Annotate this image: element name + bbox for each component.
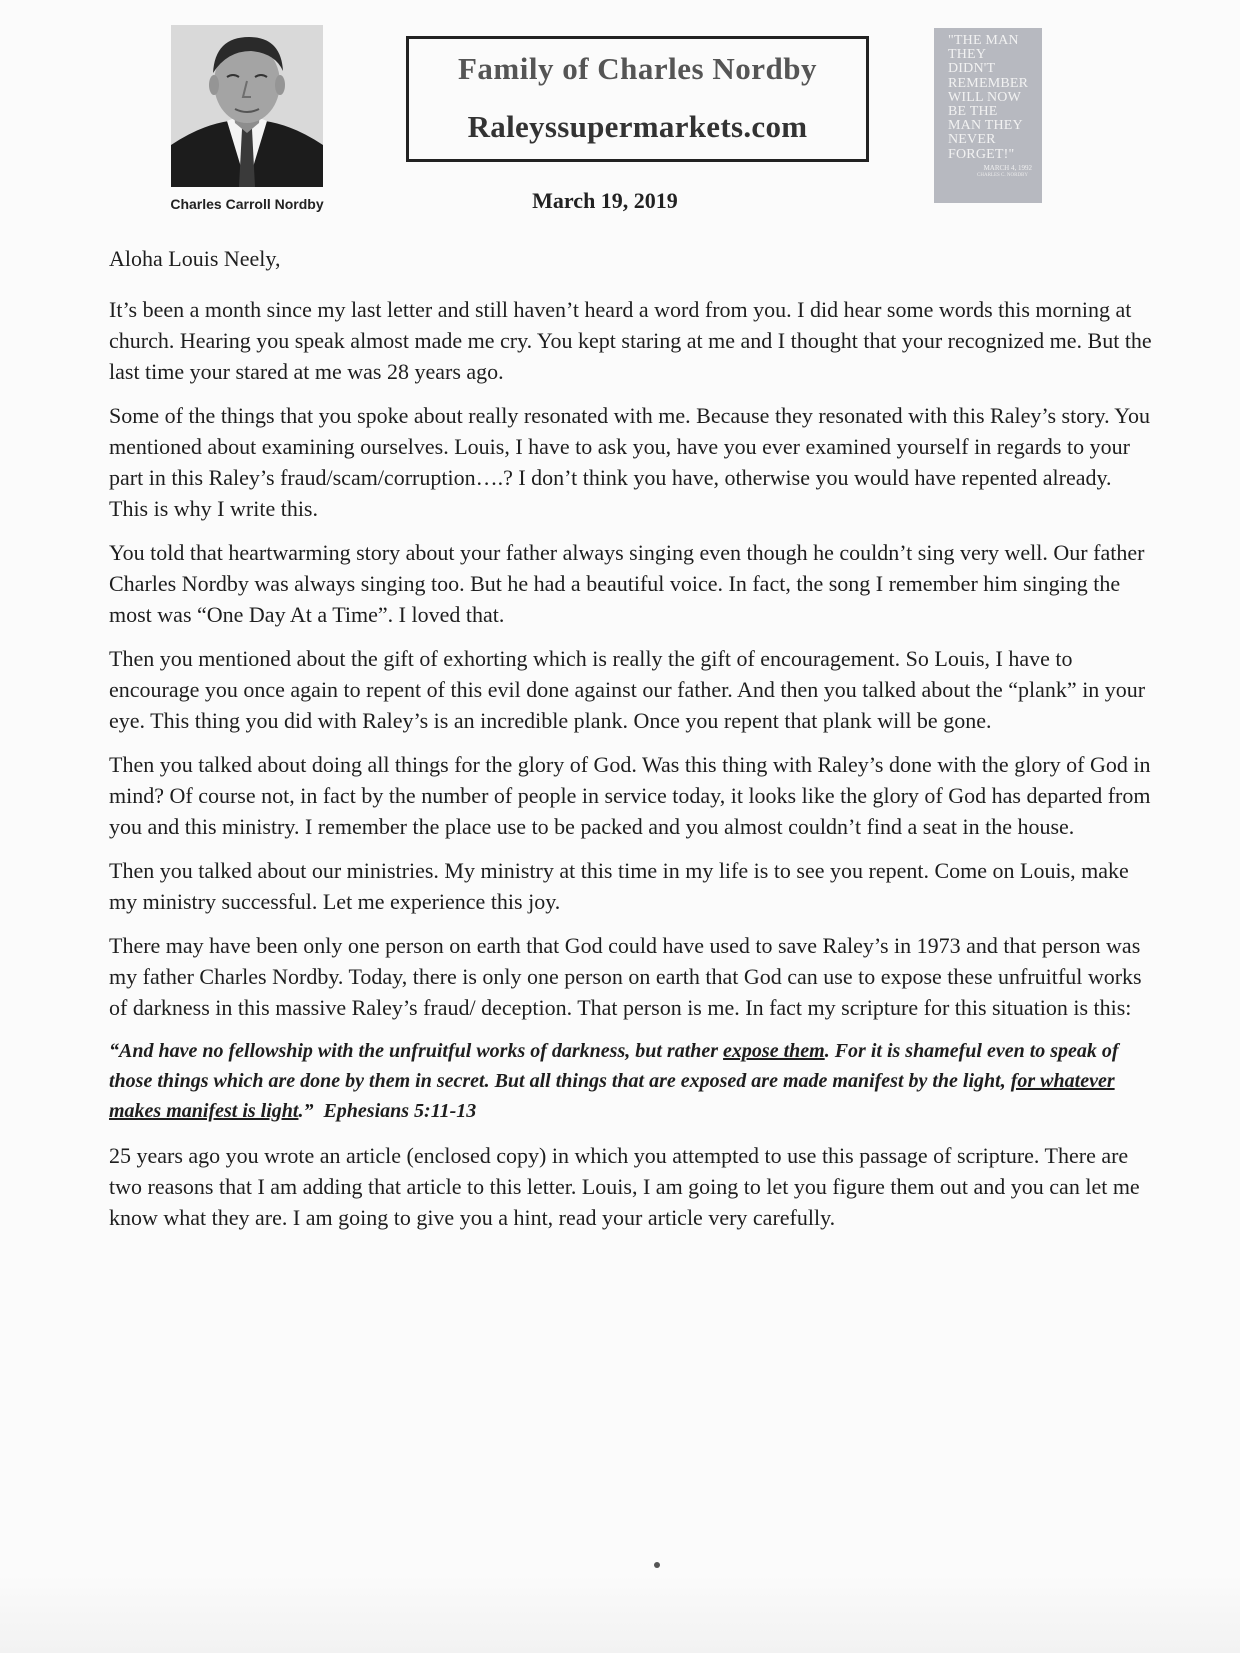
- letterhead-website: Raleyssupermarkets.com: [467, 109, 808, 144]
- quote-date: MARCH 4, 1992: [983, 163, 1032, 172]
- quote-line: MAN THEY: [948, 118, 1023, 134]
- verse-underlined: for whatever makes manifest is light: [109, 1070, 1115, 1122]
- quote-line: NEVER: [948, 132, 996, 148]
- paragraph: It’s been a month since my last letter and still haven’t heard a word from you. I did hear some words this morning at church. Hearing you speak almost made me cry. You kept staring at me and I thought that your recognized me. But the last time your stared at me was 28 years ago.: [109, 297, 1152, 384]
- quote-line: WILL NOW: [948, 89, 1021, 105]
- verse-text: . For it is shameful even to speak of those things which are done by them in secret. But all things that are exposed are made manifest by the light,: [109, 1040, 1119, 1092]
- paragraph: Some of the things that you spoke about really resonated with me. Because they resonated with this Raley’s story. You mentioned about examining ourselves. Louis, I have to ask you, have you ever examined yourself in regards to your part in this Raley’s fraud/scam/corruption….? I don’t think you have, otherwise you would have repented already. This is why I write this.: [109, 403, 1150, 521]
- verse-text: “And have no fellowship with the unfruitful works of darkness, but rather: [109, 1040, 724, 1062]
- verse-reference: Ephesians 5:11-13: [323, 1100, 477, 1122]
- salutation: Aloha Louis Neely,: [109, 246, 281, 271]
- quote-line: FORGET!": [948, 146, 1015, 162]
- scripture-quote: [109, 1036, 1154, 1126]
- quote-line: BE THE: [948, 104, 998, 120]
- quote-line: DIDN'T: [948, 61, 996, 77]
- portrait-photo: [171, 25, 323, 187]
- paragraph: You told that heartwarming story about your father always singing even though he couldn’t sing very well. Our father Charles Nordby was always singing too. But he had a beautiful voice. In fact, the song I remember him singing the most was “One Day At a Time”. I loved that.: [109, 540, 1145, 627]
- letterhead-title: Family of Charles Nordby: [457, 51, 817, 86]
- photo-caption: Charles Carroll Nordby: [170, 196, 324, 212]
- paragraph: Then you mentioned about the gift of exhorting which is really the gift of encouragement. So Louis, I have to encourage you once again to repent of this evil done against our father. And then you talked about the “plank” in your eye. This thing you did with Raley’s is an incredible plank. Once you repent that plank will be gone.: [109, 646, 1146, 733]
- letter-date: March 19, 2019: [532, 188, 678, 213]
- scan-speck: [654, 1562, 660, 1568]
- quote-line: THEY: [948, 47, 987, 63]
- verse-text: .”: [298, 1100, 314, 1122]
- paragraph: Then you talked about doing all things for the glory of God. Was this thing with Raley’s done with the glory of God in mind? Of course not, in fact by the number of people in service today, it looks like the glory of God has departed from you and this ministry. I remember the place use to be packed and you almost couldn’t find a seat in the house.: [109, 752, 1151, 839]
- quote-card: [934, 28, 1042, 203]
- quote-line: REMEMBER: [948, 75, 1029, 91]
- scan-shadow: [0, 1575, 1240, 1653]
- letterhead-title-box: [406, 36, 869, 162]
- closing-paragraph: 25 years ago you wrote an article (enclosed copy) in which you attempted to use this passage of scripture. There are two reasons that I am adding that article to this letter. Louis, I am going to let you figure them out and you can let me know what they are. I am going to give you a hint, read your article very carefully.: [109, 1143, 1140, 1230]
- paragraph: Then you talked about our ministries. My ministry at this time in my life is to see you repent. Come on Louis, make my ministry successful. Let me experience this joy.: [109, 858, 1129, 914]
- verse-underlined: expose them: [723, 1040, 825, 1062]
- quote-line: "THE MAN: [948, 33, 1019, 48]
- letter-body: [109, 243, 1154, 1246]
- quote-signature: CHARLES C. NORDBY: [977, 172, 1028, 178]
- quote-text: [948, 34, 1036, 162]
- paragraph: There may have been only one person on earth that God could have used to save Raley’s in 1973 and that person was my father Charles Nordby. Today, there is only one person on earth that God can use to expose these unfruitful works of darkness in this massive Raley’s fraud/ deception. That person is me. In fact my scripture for this situation is this:: [109, 933, 1142, 1020]
